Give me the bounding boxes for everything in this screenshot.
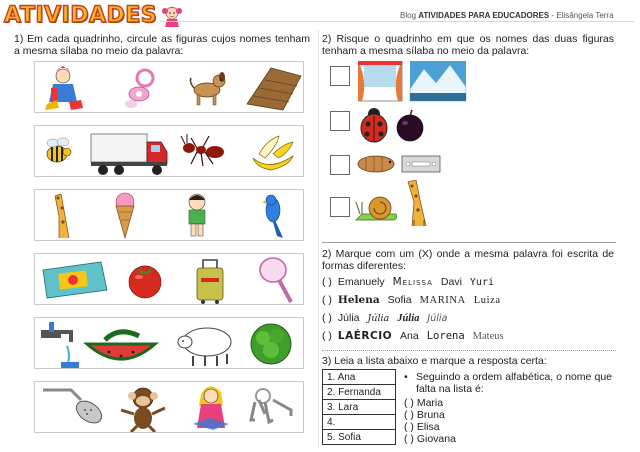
option-word: Júlia bbox=[337, 312, 360, 324]
list-item: 5. Sofia bbox=[323, 430, 396, 445]
q2b-option-1[interactable] bbox=[322, 276, 502, 288]
option-word: Melissa bbox=[392, 276, 433, 288]
towel-icon[interactable] bbox=[43, 262, 107, 298]
option-word: LAÉRCIO bbox=[337, 330, 393, 342]
option-word: Ana bbox=[400, 330, 419, 342]
list-item: 2. Fernanda bbox=[323, 385, 396, 400]
section-divider-q3 bbox=[322, 350, 616, 351]
checkbox[interactable]: ( ) bbox=[404, 433, 414, 445]
option-word: Lorena bbox=[426, 330, 465, 342]
checkbox[interactable]: ( ) bbox=[322, 294, 332, 306]
q2-checkbox-4[interactable] bbox=[330, 197, 350, 217]
q2-checkbox-1[interactable] bbox=[330, 66, 350, 86]
q2b-option-2[interactable] bbox=[322, 294, 509, 306]
checkbox[interactable]: ( ) bbox=[322, 330, 332, 342]
keys-icon[interactable] bbox=[251, 389, 291, 422]
checkbox[interactable]: ( ) bbox=[404, 409, 414, 421]
q2b-option-3[interactable] bbox=[322, 312, 455, 324]
tomato-icon[interactable] bbox=[129, 266, 161, 298]
q3-prompt-text: Seguindo a ordem alfabética, o nome que falta na lista é: bbox=[416, 371, 612, 395]
banana-icon[interactable] bbox=[253, 136, 293, 170]
answer-label: Bruna bbox=[416, 409, 445, 421]
option-word: Davi bbox=[440, 276, 462, 288]
hand-mirror-icon[interactable] bbox=[260, 258, 291, 302]
option-word: Luiza bbox=[473, 295, 501, 306]
razor-blade-icon[interactable] bbox=[402, 156, 440, 172]
answer-label: Maria bbox=[416, 397, 444, 409]
q2-checkbox-2[interactable] bbox=[330, 111, 350, 131]
option-word: MARINA bbox=[419, 295, 466, 306]
q3-instruction: 3) Leia a lista abaixo e marque a resposta certa: bbox=[322, 355, 547, 367]
answer-label: Elisa bbox=[416, 421, 440, 433]
bee-icon[interactable] bbox=[47, 138, 71, 162]
picture-box-1 bbox=[34, 61, 304, 113]
q2b-instruction-line2: formas diferentes: bbox=[322, 260, 407, 272]
dog-icon[interactable] bbox=[190, 72, 225, 105]
snail-icon[interactable] bbox=[356, 197, 397, 220]
checkbox[interactable]: ( ) bbox=[404, 397, 414, 409]
q3-answer-4[interactable] bbox=[404, 433, 456, 445]
picture-box-5 bbox=[34, 317, 304, 369]
section-divider-q2b bbox=[322, 242, 616, 243]
blog-credit: Blog ATIVIDADES PARA EDUCADORES - Elisângela Terra bbox=[400, 11, 614, 20]
header-divider bbox=[160, 21, 634, 22]
q2-pair-1 bbox=[358, 61, 468, 103]
blog-name: ATIVIDADES PARA EDUCADORES bbox=[418, 11, 550, 20]
pacifier-icon[interactable] bbox=[125, 70, 153, 108]
option-word: Júlia bbox=[367, 313, 390, 324]
bullet: • bbox=[404, 371, 408, 383]
option-word: Júlia bbox=[397, 313, 420, 324]
brand-logo bbox=[4, 2, 183, 28]
ant-icon[interactable] bbox=[181, 134, 224, 166]
q2-pair-2 bbox=[358, 104, 432, 144]
curtain-window-icon[interactable] bbox=[358, 61, 402, 101]
option-word: Sofia bbox=[387, 294, 412, 306]
column-divider bbox=[318, 30, 319, 448]
list-item: 1. Ana bbox=[323, 370, 396, 385]
shower-icon[interactable] bbox=[43, 390, 106, 427]
faucet-icon[interactable] bbox=[41, 322, 79, 368]
q2-pair-4 bbox=[354, 180, 434, 226]
monkey-icon[interactable] bbox=[121, 388, 165, 432]
picture-box-3 bbox=[34, 189, 304, 241]
q2b-option-4[interactable] bbox=[322, 330, 512, 342]
truck-icon[interactable] bbox=[91, 134, 167, 175]
ladybug-icon[interactable] bbox=[361, 108, 387, 142]
suitcase-icon[interactable] bbox=[197, 260, 223, 304]
checkbox[interactable]: ( ) bbox=[322, 276, 332, 288]
q3-answer-2[interactable] bbox=[404, 409, 445, 421]
picture-box-4 bbox=[34, 253, 304, 305]
cartoon-girl-icon[interactable] bbox=[193, 386, 229, 430]
cartoon-boy-icon[interactable] bbox=[189, 194, 205, 236]
plum-icon[interactable] bbox=[397, 110, 423, 141]
giraffe-icon[interactable] bbox=[55, 194, 69, 238]
q2-pair-3 bbox=[356, 150, 442, 178]
jester-icon[interactable] bbox=[45, 66, 83, 110]
watermelon-icon[interactable] bbox=[87, 332, 155, 359]
q3-answer-3[interactable] bbox=[404, 421, 440, 433]
picture-box-6 bbox=[34, 381, 304, 433]
answer-label: Giovana bbox=[416, 433, 456, 445]
q2b-instruction-line1: 2) Marque com um (X) onde a mesma palavra foi escrita de bbox=[322, 248, 614, 260]
larva-icon[interactable] bbox=[358, 156, 394, 172]
brand-title: ATIVIDADES bbox=[4, 2, 158, 28]
giraffe-icon[interactable] bbox=[408, 180, 426, 226]
q3-prompt bbox=[404, 371, 612, 395]
parrot-icon[interactable] bbox=[262, 195, 283, 238]
sheep-icon[interactable] bbox=[178, 328, 231, 366]
q2-checkbox-3[interactable] bbox=[330, 155, 350, 175]
q3-answer-1[interactable] bbox=[404, 397, 443, 409]
option-word: Emanuely bbox=[337, 276, 385, 288]
glacier-icon[interactable] bbox=[410, 61, 466, 101]
option-word: Helena bbox=[337, 294, 380, 306]
list-item: 3. Lara bbox=[323, 400, 396, 415]
option-word: Mateus bbox=[472, 331, 504, 342]
list-item-blank[interactable]: 4. bbox=[323, 415, 396, 430]
checkbox[interactable]: ( ) bbox=[404, 421, 414, 433]
q2-instruction: 2) Risque o quadrinho em que os nomes das duas figuras tenham a mesma sílaba no meio da palavra: bbox=[322, 33, 614, 57]
lettuce-icon[interactable] bbox=[251, 324, 291, 364]
ice-cream-icon[interactable] bbox=[116, 193, 134, 238]
picture-box-2 bbox=[34, 125, 304, 177]
option-word: Yuri bbox=[469, 277, 494, 288]
girl-mascot-icon bbox=[161, 3, 183, 27]
page-header bbox=[0, 0, 640, 30]
checkbox[interactable]: ( ) bbox=[322, 312, 332, 324]
q1-instruction: 1) Em cada quadrinho, circule as figuras cujos nomes tenham a mesma sílaba no meio da palavra: bbox=[14, 33, 310, 57]
roof-icon[interactable] bbox=[247, 68, 301, 110]
name-list-table bbox=[322, 369, 396, 445]
option-word: Júlia bbox=[427, 313, 448, 324]
